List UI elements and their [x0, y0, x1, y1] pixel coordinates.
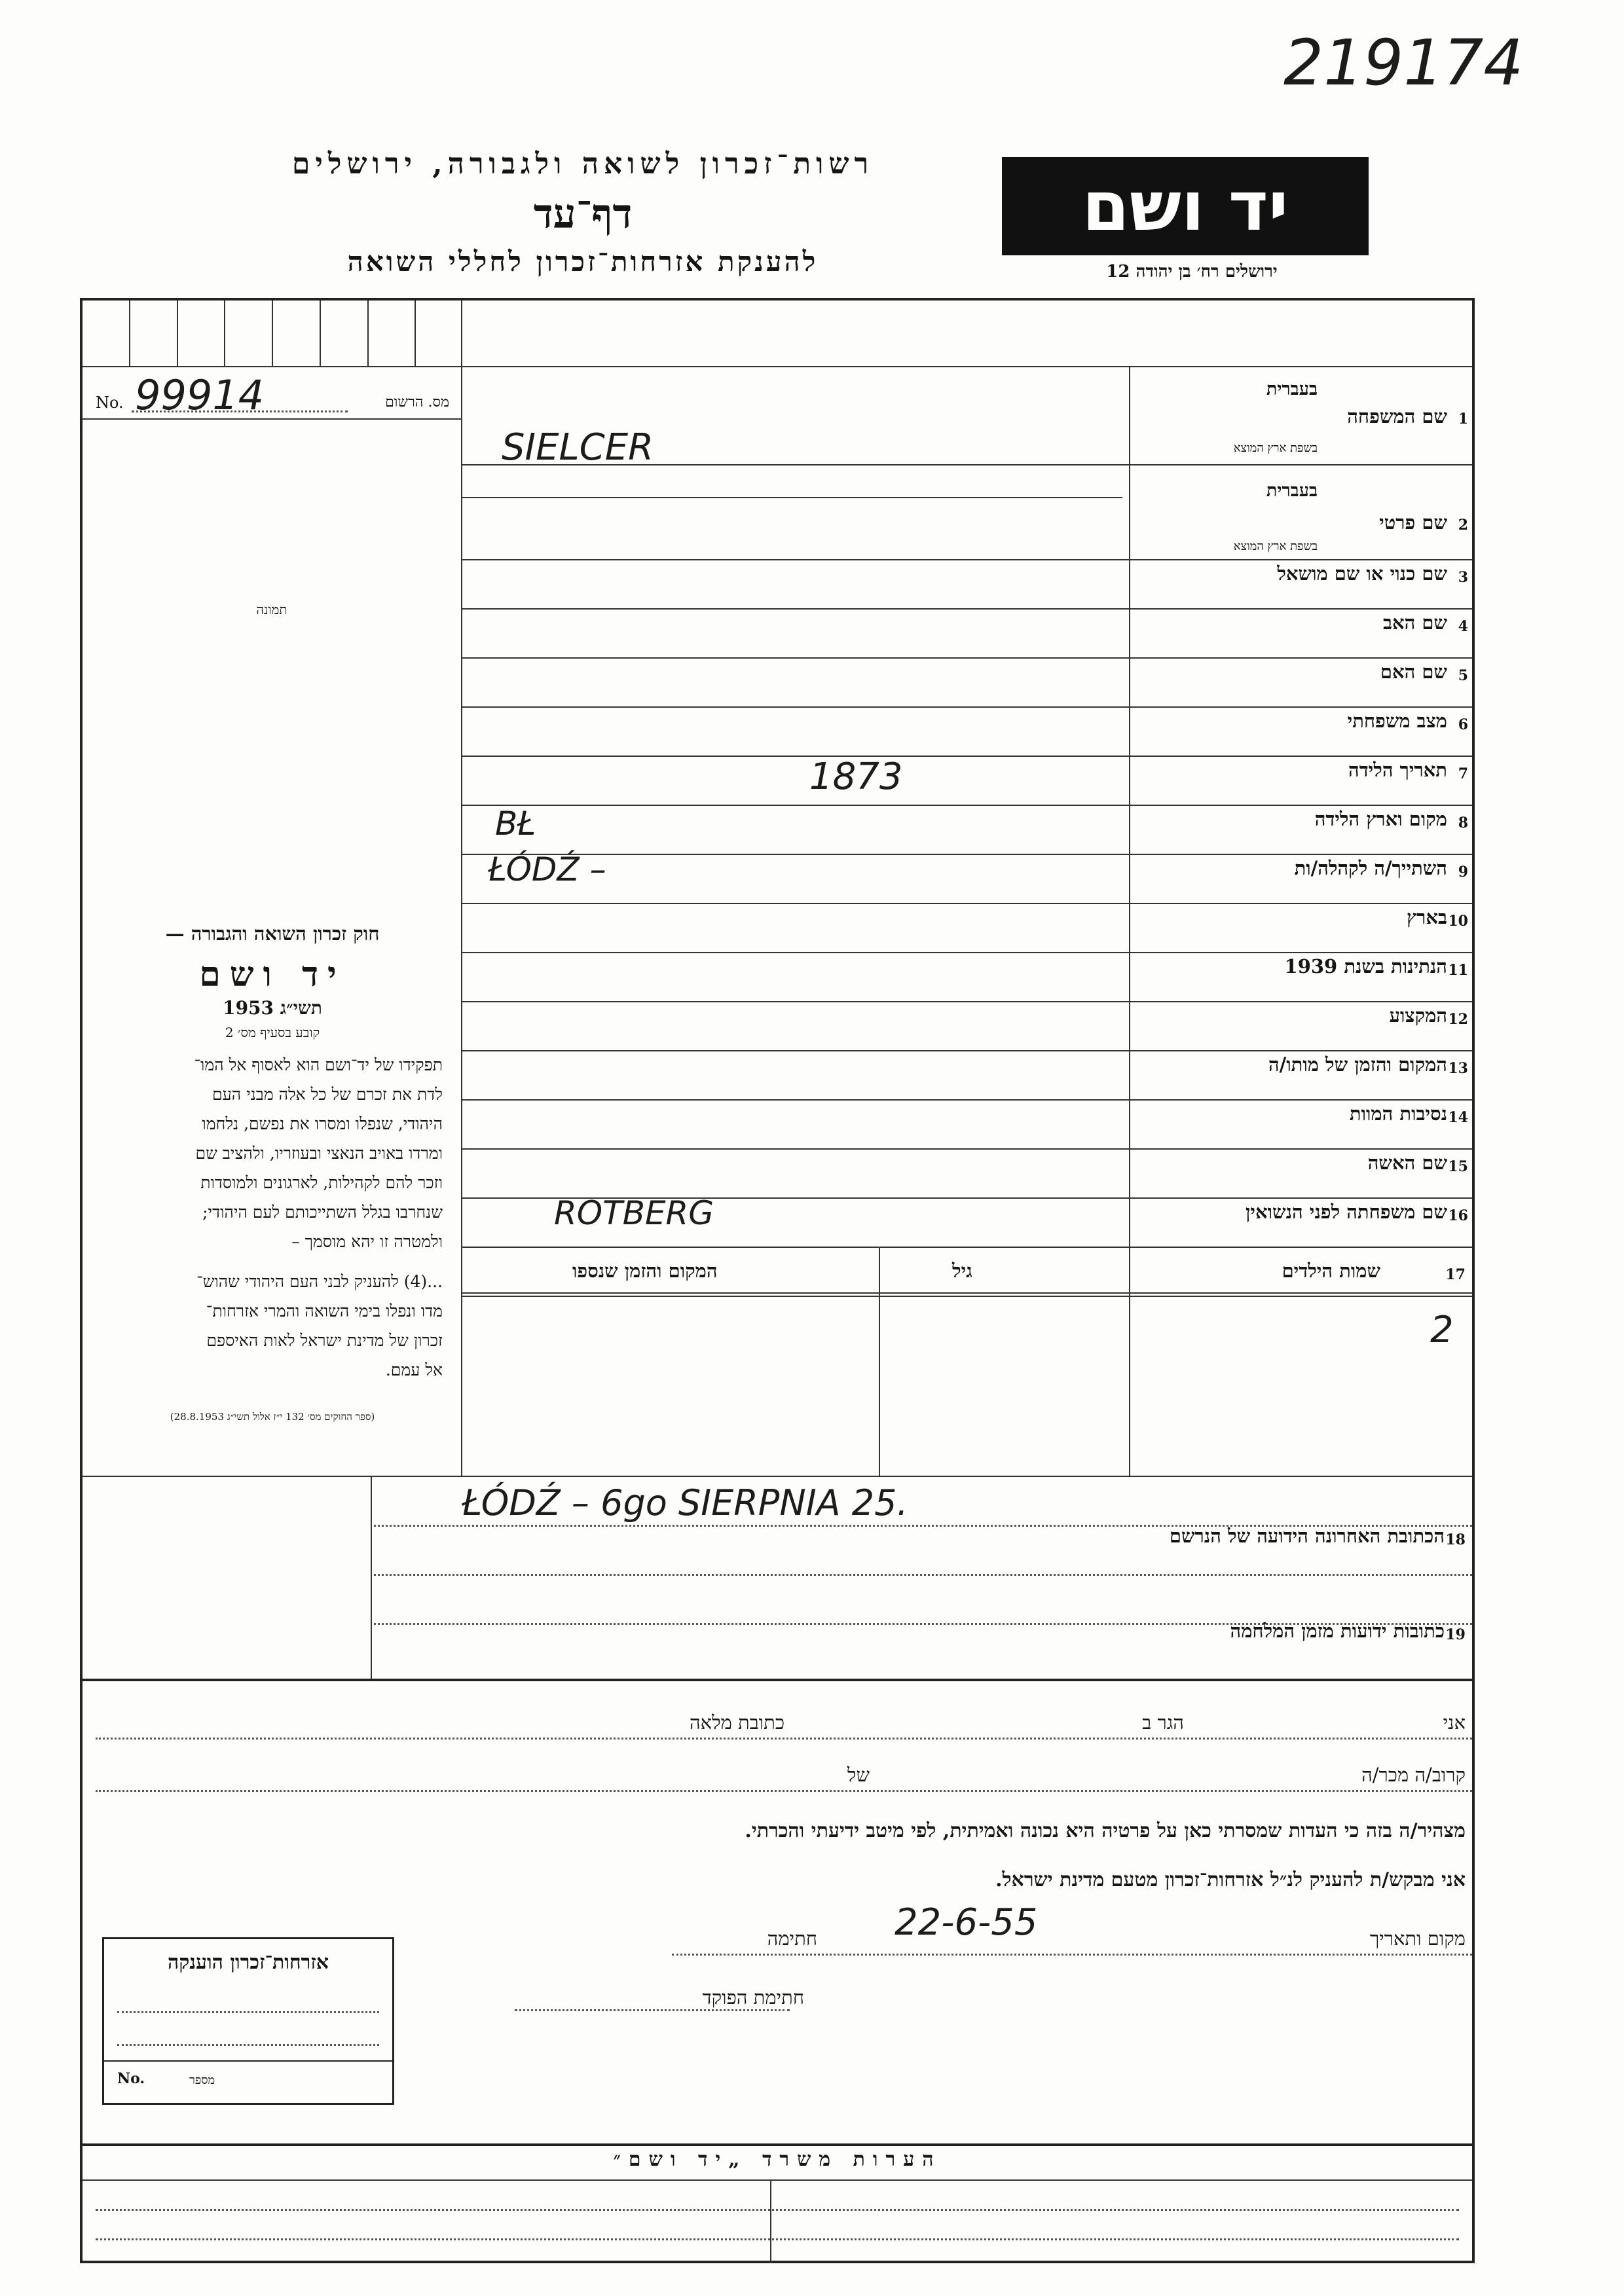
value-birth-place-latin[interactable]: BŁ	[495, 805, 536, 843]
reg-box[interactable]	[369, 301, 416, 366]
label-nickname: שם כנוי או שם מושאל	[1277, 562, 1447, 585]
citizenship-box-title: אזרחות־זכרון הוענקה	[167, 1951, 329, 1974]
col-place-time: המקום והזמן שנספו	[572, 1260, 718, 1282]
declaration-request: אני מבקש/ת להעניק לנ״ל אזרחות־זכרון מטעם מדינת ישראל.	[995, 1868, 1466, 1891]
label-community: השתייך/ה לקהלה/ות	[1294, 857, 1447, 879]
label-birth-place: מקום וארץ הלידה	[1314, 808, 1447, 830]
label-place-date: מקום ותאריך	[1369, 1927, 1466, 1950]
declaration-statement: מצהיר/ה בזה כי העדות שמסרתי כאן על פרטיה היא נכונה ואמיתית, לפי מיטב ידיעתי והכרתי.	[745, 1819, 1466, 1842]
reg-box[interactable]	[83, 301, 130, 366]
sub-original-lang: בשפת ארץ המוצא	[1233, 539, 1318, 553]
label-signature: חתימה	[767, 1927, 817, 1950]
reg-box[interactable]	[225, 301, 273, 366]
reg-box[interactable]	[416, 301, 462, 366]
handwritten-serial-number: 219174	[1283, 26, 1524, 100]
law-clause: קובע בסעיף מס׳ 2	[225, 1025, 320, 1040]
document-title: דף־עד	[533, 190, 633, 238]
label-resident: הגר ב	[1142, 1711, 1184, 1734]
reg-box[interactable]	[273, 301, 321, 366]
label-death-circumstances: נסיבות המוות	[1349, 1102, 1447, 1125]
value-last-address[interactable]: ŁÓDŹ – 6go SIERPNIA 25.	[462, 1482, 908, 1523]
label-nationality-1939: הנתינות בשנת 1939	[1284, 955, 1447, 977]
col-children-names: שמות הילדים	[1282, 1260, 1380, 1282]
reg-box[interactable]	[130, 301, 178, 366]
registration-boxes	[83, 301, 462, 366]
reg-box[interactable]	[321, 301, 369, 366]
citizenship-granted-box	[102, 1937, 394, 2105]
label-last-address: הכתובת האחרונה הידועה של הנרשם	[1169, 1525, 1445, 1547]
children-table: 17 שמות הילדים גיל המקום והזמן שנספו 2	[461, 1247, 1472, 1476]
label-surname: שם המשפחה	[1347, 405, 1447, 428]
logo-text: יד ושם	[1082, 166, 1289, 246]
label-first-name: שם פרטי	[1379, 511, 1447, 534]
remarks-title: הערות משרד „יד ושם״	[613, 2148, 942, 2171]
label-wife-name: שם האשה	[1367, 1152, 1447, 1174]
field-labels: 1 שם המשפחה בעברית בשפת ארץ המוצא 2 שם פרטי בעברית בשפת ארץ המוצא 3 שם כנוי או שם מושאל 4 שם האב 5 שם האם 6 מצב משפחתי 7 תאריך הלידה 8 מקום וארץ הלידה 9 השתייך/ה לקהלה/ות 10 בארץ 11 הנתינות בשנת 1939 12 המקצוע 13 המקום והזמן של מותו/ה 14 נסיבות המוות 15 שם האשה 16 שם משפחתה לפני הנשואין	[1233, 379, 1468, 1224]
sub-original-lang: בשפת ארץ המוצא	[1233, 441, 1318, 455]
registration-number-row	[96, 371, 449, 419]
photo-label: תמונה	[256, 602, 287, 617]
sub-hebrew: בעברית	[1266, 379, 1318, 399]
label-wartime-addresses: כתובות ידועות מזמן המלחמה	[1230, 1620, 1445, 1642]
yad-vashem-logo	[1002, 157, 1369, 255]
label-full-address: כתובת מלאה	[690, 1711, 784, 1734]
value-place-date[interactable]: 22-6-55	[895, 1901, 1038, 1944]
label-profession: המקצוע	[1389, 1004, 1447, 1027]
label-birth-date: תאריך הלידה	[1348, 759, 1447, 781]
reg-box[interactable]	[178, 301, 226, 366]
law-body: תפקידו של יד־ושם הוא לאסוף אל המו־ לדת את זכרם של כל אלה מבני העם היהודי, שנפלו ומסרו את נפשם, נלחמו ומרדו באויב הנאצי ובעוזריו, ולהציב שם וזכר להם לקהילות, לארגונים ולמוסדות שנחרבו בגלל השתייכותם לעם היהודי; ולמטרה זו יהא מוסמך – ...(4) להעניק לבני העם היהודי שהוש־ מדו ונפלו בימי השואה והמרי אזרחות־ זכרון של מדינת ישראל לאות האיספם אל עמם.	[194, 1055, 443, 1379]
value-maiden-name-latin[interactable]: ROTBERG	[554, 1194, 714, 1232]
reg-no-he-label: מס. הרשום	[385, 394, 449, 410]
reg-no-label: No.	[96, 393, 124, 412]
sub-hebrew: בעברית	[1266, 481, 1318, 501]
label-mother-name: שם האם	[1380, 661, 1447, 683]
law-excerpt	[102, 922, 443, 1423]
value-children-count[interactable]: 2	[1430, 1309, 1454, 1351]
declaration-section	[83, 1679, 1472, 2143]
label-death-place-time: המקום והזמן של מותו/ה	[1268, 1053, 1447, 1076]
citizenship-box-mispar: מספר	[189, 2073, 215, 2087]
law-title: חוק זכרון השואה והגבורה —	[165, 922, 380, 945]
law-name: יד ושם	[199, 955, 346, 994]
label-country: בארץ	[1407, 906, 1447, 928]
label-relative: קרוב/ה מכר/ה	[1361, 1764, 1466, 1786]
citizenship-box-no: No.	[117, 2070, 145, 2087]
form-frame: No. 99914 מס. הרשום תמונה חוק זכרון השואה והגבורה — יד ושם תשי״ג 1953 קובע בסעיף מס׳ 2 תפקידו של יד־ושם הוא לאסוף אל המו־ לדת את זכרם של כל אלה מבני העם היהודי, שנפלו ומסרו את נפשם, נלחמו ומרדו באויב הנאצי ובעוזריו, ולהציב שם וזכר להם לקהילות, לארגונים ולמוסדות שנחרבו בגלל השתייכותם לעם היהודי; ולמטרה זו יהא מוסמך – ...(4) להעניק לבני העם היהודי שהוש־ מדו ונפלו בימי השואה והמרי אזרחות־ זכרון של מדינת ישראל לאות האיספם אל עמם. (ספר החוקים מס׳ 132 י״ז אלול תשי״ג 28.8.1953) 1 שם המשפחה בעברית בשפת ארץ המוצא 2 שם פרטי בעברית בשפת ארץ המוצא 3 שם כנוי או שם מושאל 4 שם האב 5 שם האם 6 מצב משפחתי 7 תאריך הלידה 8 מקום וארץ הלידה 9 השתייך/ה לקהלה/ות 10 בארץ 11 הנתינות בשנת 1939 12 המקצוע 13 המקום והזמן של מותו/ה 14 נסיבות המוות 15 שם האשה 16 שם משפחתה לפני הנשואין SIELCER 1873 BŁ ŁÓDŹ – ROTBERG 17 שמות הילדים גיל המקום והזמן שנספו 2 ŁÓDŹ – 6go SIERPNIA 25. 18 הכתובת האחרונה הידועה של הנרשם 19 כתובות ידועות מזמן המלחמה אני הגר ב כתובת מלאה קרוב/ה מכר/ה של מצהיר/ה בזה כי העדות שמסרתי כאן על פרטיה היא נכונה ואמיתית, לפי מיטב ידיעתי והכרתי. אני מבקש/ת להעניק לנ״ל אזרחות־זכרון מטעם מדינת ישראל. מקום ותאריך 22-6-55 חתימה חתימת הפוקד אזרחות־זכרון הוענקה No. מספר הערות משרד „יד ושם״	[80, 298, 1475, 2263]
value-birth-year[interactable]: 1873	[809, 756, 903, 798]
value-community-latin[interactable]: ŁÓDŹ –	[489, 850, 606, 888]
label-ani: אני	[1443, 1711, 1466, 1734]
value-surname-original[interactable]: SIELCER	[502, 426, 654, 469]
label-of: של	[847, 1764, 870, 1786]
col-age: גיל	[952, 1260, 972, 1282]
reg-no-value[interactable]: 99914	[135, 371, 265, 419]
law-year: תשי״ג 1953	[223, 997, 322, 1019]
label-maiden-name: שם משפחתה לפני הנשואין	[1246, 1201, 1447, 1223]
document-subtitle: להענקת אזרחות־זכרון לחללי השואה	[347, 246, 819, 278]
label-marital-status: מצב משפחתי	[1347, 710, 1447, 732]
label-officer-signature: חתימת הפוקד	[702, 1986, 804, 2009]
label-father-name: שם האב	[1382, 611, 1447, 634]
header-address: ירושלים רח׳ בן יהודה 12	[1106, 262, 1278, 282]
authority-name: רשות־זכרון לשואה ולגבורה, ירושלים	[291, 147, 874, 181]
law-source: (ספר החוקים מס׳ 132 י״ז אלול תשי״ג 28.8.1953)	[170, 1411, 375, 1423]
